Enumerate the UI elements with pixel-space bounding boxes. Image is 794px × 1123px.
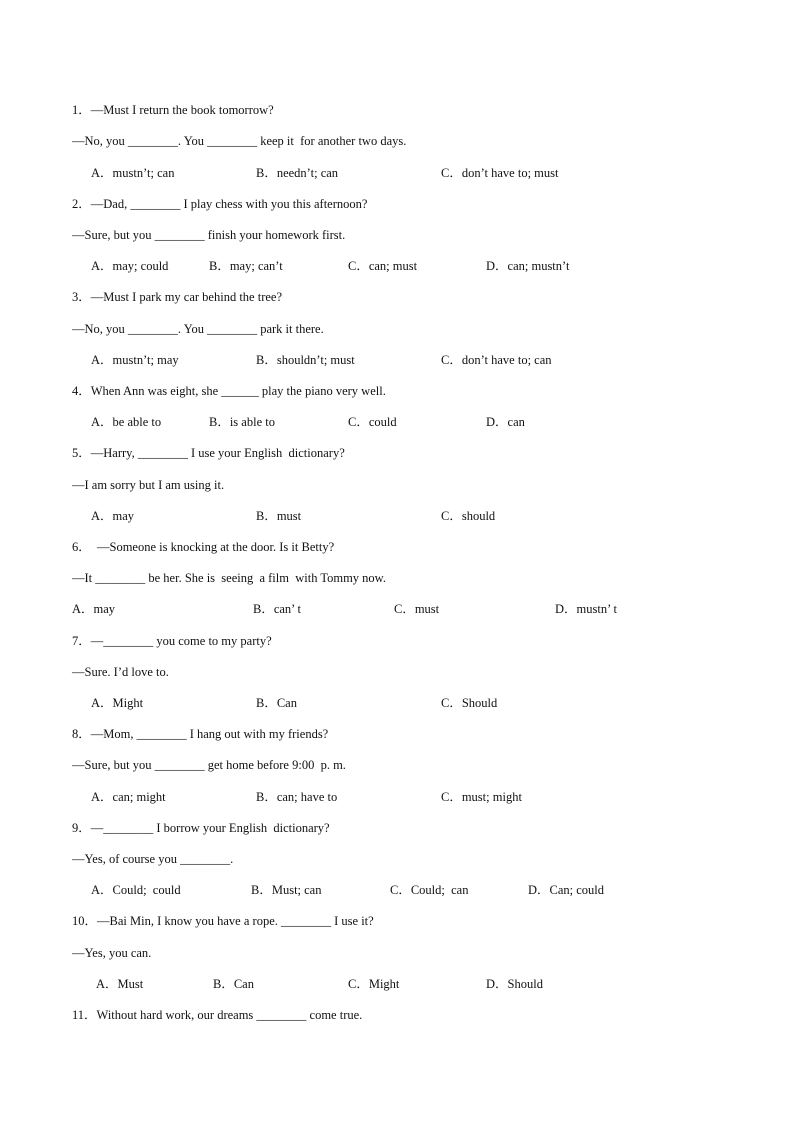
- question-9-stem: 9．—________ I borrow your English dictionary?: [72, 821, 330, 835]
- question-1-response: —No, you ________. You ________ keep it for another two days.: [72, 134, 407, 148]
- question-6-option-a[interactable]: A．may: [72, 602, 116, 616]
- question-2-option-d[interactable]: D．can; mustn’t: [486, 259, 570, 273]
- question-4-option-d[interactable]: D．can: [486, 415, 525, 429]
- question-3-option-c[interactable]: C．don’t have to; can: [441, 353, 552, 367]
- question-10-option-b[interactable]: B．Can: [213, 977, 254, 991]
- question-4-option-a[interactable]: A．be able to: [91, 415, 162, 429]
- question-7-option-c[interactable]: C．Should: [441, 696, 498, 710]
- question-9-option-b[interactable]: B．Must; can: [251, 883, 322, 897]
- question-1-option-b[interactable]: B．needn’t; can: [256, 166, 339, 180]
- question-7-stem: 7．—________ you come to my party?: [72, 634, 272, 648]
- question-2-response: —Sure, but you ________ finish your homework first.: [72, 228, 346, 242]
- question-8-stem: 8．—Mom, ________ I hang out with my friends?: [72, 727, 329, 741]
- question-8-option-b[interactable]: B．can; have to: [256, 790, 338, 804]
- question-9-option-a[interactable]: A．Could; could: [91, 883, 181, 897]
- question-6-stem: 6． —Someone is knocking at the door. Is it Betty?: [72, 540, 335, 554]
- question-5-stem: 5．—Harry, ________ I use your English dictionary?: [72, 446, 345, 460]
- question-3-option-b[interactable]: B．shouldn’t; must: [256, 353, 355, 367]
- question-10-response: —Yes, you can.: [72, 946, 152, 960]
- question-1-option-c[interactable]: C．don’t have to; must: [441, 166, 559, 180]
- question-10-option-c[interactable]: C．Might: [348, 977, 400, 991]
- question-7-option-a[interactable]: A．Might: [91, 696, 144, 710]
- question-5-response: —I am sorry but I am using it.: [72, 478, 225, 492]
- question-3-response: —No, you ________. You ________ park it there.: [72, 322, 324, 336]
- question-3-stem: 3．—Must I park my car behind the tree?: [72, 290, 283, 304]
- question-2-option-a[interactable]: A．may; could: [91, 259, 169, 273]
- question-5-option-b[interactable]: B．must: [256, 509, 302, 523]
- question-6-option-b[interactable]: B．can’ t: [253, 602, 302, 616]
- question-10-option-a[interactable]: A．Must: [96, 977, 144, 991]
- question-8-option-a[interactable]: A．can; might: [91, 790, 166, 804]
- question-1-stem: 1．—Must I return the book tomorrow?: [72, 103, 274, 117]
- question-6-option-c[interactable]: C．must: [394, 602, 440, 616]
- question-9-option-d[interactable]: D．Can; could: [528, 883, 605, 897]
- question-4-option-c[interactable]: C．could: [348, 415, 397, 429]
- question-4-option-b[interactable]: B．is able to: [209, 415, 275, 429]
- question-7-response: —Sure. I’d love to.: [72, 665, 169, 679]
- question-8-option-c[interactable]: C．must; might: [441, 790, 522, 804]
- question-3-option-a[interactable]: A．mustn’t; may: [91, 353, 179, 367]
- question-9-response: —Yes, of course you ________.: [72, 852, 234, 866]
- question-10-option-d[interactable]: D．Should: [486, 977, 543, 991]
- question-2-stem: 2．—Dad, ________ I play chess with you this afternoon?: [72, 197, 368, 211]
- question-10-stem: 10．—Bai Min, I know you have a rope. ________ I use it?: [72, 914, 374, 928]
- question-11-stem: 11．Without hard work, our dreams ________ come true.: [72, 1008, 363, 1022]
- question-1-option-a[interactable]: A．mustn’t; can: [91, 166, 175, 180]
- question-9-option-c[interactable]: C．Could; can: [390, 883, 469, 897]
- question-5-option-c[interactable]: C．should: [441, 509, 496, 523]
- question-2-option-b[interactable]: B．may; can’t: [209, 259, 283, 273]
- question-5-option-a[interactable]: A．may: [91, 509, 135, 523]
- question-4-stem: 4．When Ann was eight, she ______ play the piano very well.: [72, 384, 386, 398]
- question-6-option-d[interactable]: D．mustn’ t: [555, 602, 617, 616]
- question-2-option-c[interactable]: C．can; must: [348, 259, 418, 273]
- question-6-response: —It ________ be her. She is seeing a film with Tommy now.: [72, 571, 387, 585]
- question-7-option-b[interactable]: B．Can: [256, 696, 297, 710]
- question-8-response: —Sure, but you ________ get home before 9:00 p. m.: [72, 758, 346, 772]
